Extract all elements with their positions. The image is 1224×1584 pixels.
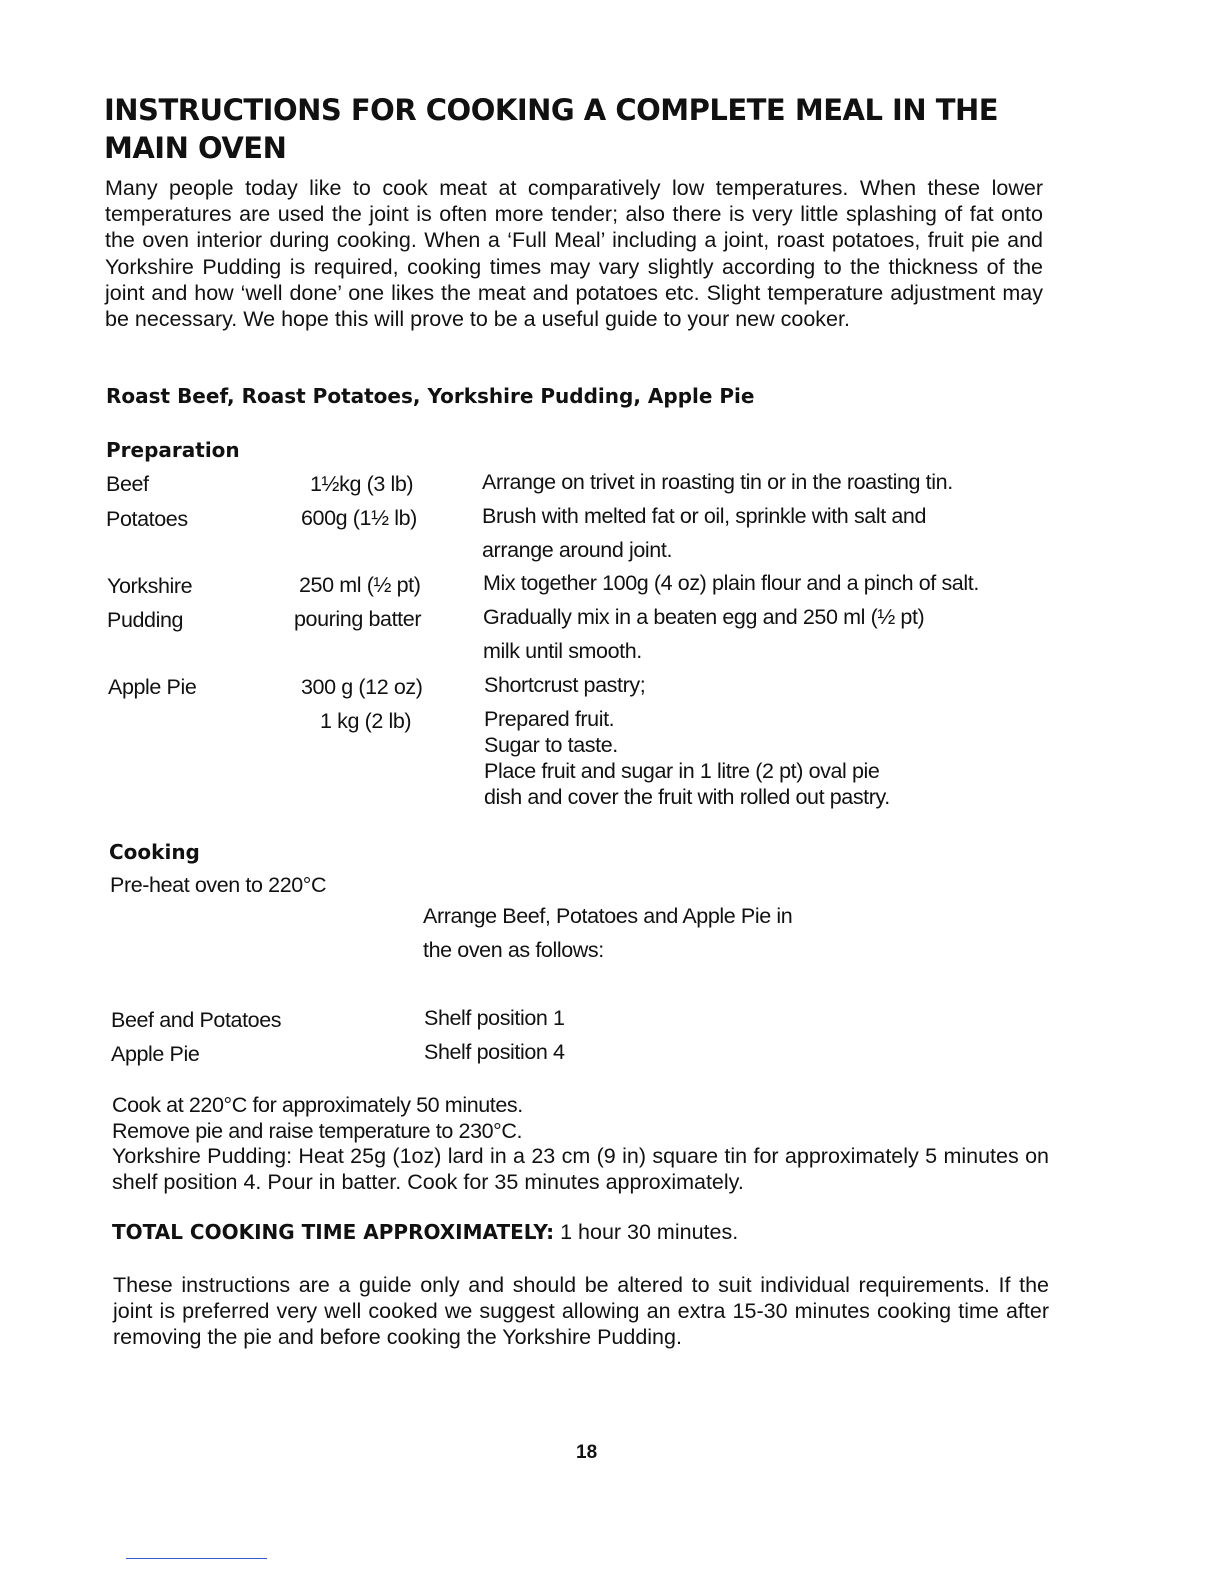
prep-item-apple-pie: Apple Pie bbox=[108, 675, 197, 699]
page-number: 18 bbox=[576, 1442, 598, 1463]
shelf-position-beef-potatoes: Shelf position 1 bbox=[424, 1006, 565, 1030]
prep-method-yorkshire-1: Mix together 100g (4 oz) plain flour and a pinch of salt. bbox=[483, 571, 979, 595]
prep-qty-apple-pie-2: 1 kg (2 lb) bbox=[320, 709, 412, 733]
menu-heading: Roast Beef, Roast Potatoes, Yorkshire Pudding, Apple Pie bbox=[106, 384, 755, 408]
prep-method-apple-pie-2: Prepared fruit. bbox=[484, 707, 615, 731]
total-value: 1 hour 30 minutes. bbox=[560, 1220, 739, 1244]
cooking-step-1: Cook at 220°C for approximately 50 minutes. bbox=[112, 1093, 523, 1117]
prep-method-potatoes-1: Brush with melted fat or oil, sprinkle with salt and bbox=[482, 504, 927, 528]
cooking-step-2: Remove pie and raise temperature to 230°C. bbox=[112, 1119, 523, 1143]
prep-method-yorkshire-3: milk until smooth. bbox=[483, 639, 642, 663]
cooking-arrange-1: Arrange Beef, Potatoes and Apple Pie in bbox=[423, 904, 793, 928]
prep-method-beef: Arrange on trivet in roasting tin or in the roasting tin. bbox=[482, 470, 953, 494]
cooking-preheat: Pre-heat oven to 220°C bbox=[110, 873, 327, 897]
prep-method-yorkshire-2: Gradually mix in a beaten egg and 250 ml (½ pt) bbox=[483, 605, 925, 629]
closing-paragraph: These instructions are a guide only and should be altered to suit individual requirements. If the joint is preferred very well cooked we suggest allowing an extra 15-30 minutes cooking time after removing the pie and before cooking the Yorkshire Pudding. bbox=[113, 1273, 1049, 1349]
edge-line bbox=[126, 1558, 267, 1559]
prep-method-apple-pie-1: Shortcrust pastry; bbox=[484, 673, 646, 697]
cooking-arrange-2: the oven as follows: bbox=[423, 938, 604, 962]
prep-qty-yorkshire-1: 250 ml (½ pt) bbox=[299, 573, 421, 597]
prep-item-beef: Beef bbox=[106, 472, 149, 496]
prep-method-apple-pie-4: Place fruit and sugar in 1 litre (2 pt) oval pie bbox=[484, 759, 880, 783]
prep-qty-potatoes: 600g (1½ lb) bbox=[301, 506, 417, 530]
prep-item-yorkshire-2: Pudding bbox=[107, 608, 184, 632]
shelf-position-apple-pie: Shelf position 4 bbox=[424, 1040, 565, 1064]
total-cooking-time bbox=[112, 1220, 738, 1245]
cooking-heading: Cooking bbox=[109, 840, 200, 864]
prep-qty-yorkshire-2: pouring batter bbox=[294, 607, 422, 631]
prep-method-apple-pie-3: Sugar to taste. bbox=[484, 733, 618, 757]
prep-item-potatoes: Potatoes bbox=[106, 507, 188, 531]
prep-qty-beef: 1½kg (3 lb) bbox=[310, 472, 414, 496]
shelf-item-beef-potatoes: Beef and Potatoes bbox=[111, 1008, 282, 1032]
prep-method-potatoes-2: arrange around joint. bbox=[482, 538, 673, 562]
preparation-heading: Preparation bbox=[106, 438, 240, 462]
cooking-step-3: Yorkshire Pudding: Heat 25g (1oz) lard in a 23 cm (9 in) square tin for approximately 5 minutes on shelf position 4. Pour in batter. Cook for 35 minutes approximately. bbox=[112, 1144, 1049, 1194]
total-label: TOTAL COOKING TIME APPROXIMATELY: bbox=[112, 1220, 555, 1244]
intro-paragraph: Many people today like to cook meat at comparatively low temperatures. When these lower temperatures are used the joint is often more tender; also there is very little splashing of fat onto the oven interior during cooking. When a ‘Full Meal’ including a joint, roast potatoes, fruit pie and Yorkshire Pudding is required, cooking times may vary slightly according to the thickness of the joint and how ‘well done’ one likes the meat and potatoes etc. Slight temperature adjustment may be necessary. We hope this will prove to be a useful guide to your new cooker. bbox=[105, 176, 1043, 332]
prep-method-apple-pie-5: dish and cover the fruit with rolled out pastry. bbox=[484, 785, 890, 809]
shelf-item-apple-pie: Apple Pie bbox=[111, 1042, 200, 1066]
page-title: INSTRUCTIONS FOR COOKING A COMPLETE MEAL IN THE MAIN OVEN bbox=[104, 93, 999, 166]
prep-qty-apple-pie-1: 300 g (12 oz) bbox=[301, 675, 423, 699]
prep-item-yorkshire-1: Yorkshire bbox=[107, 574, 193, 598]
